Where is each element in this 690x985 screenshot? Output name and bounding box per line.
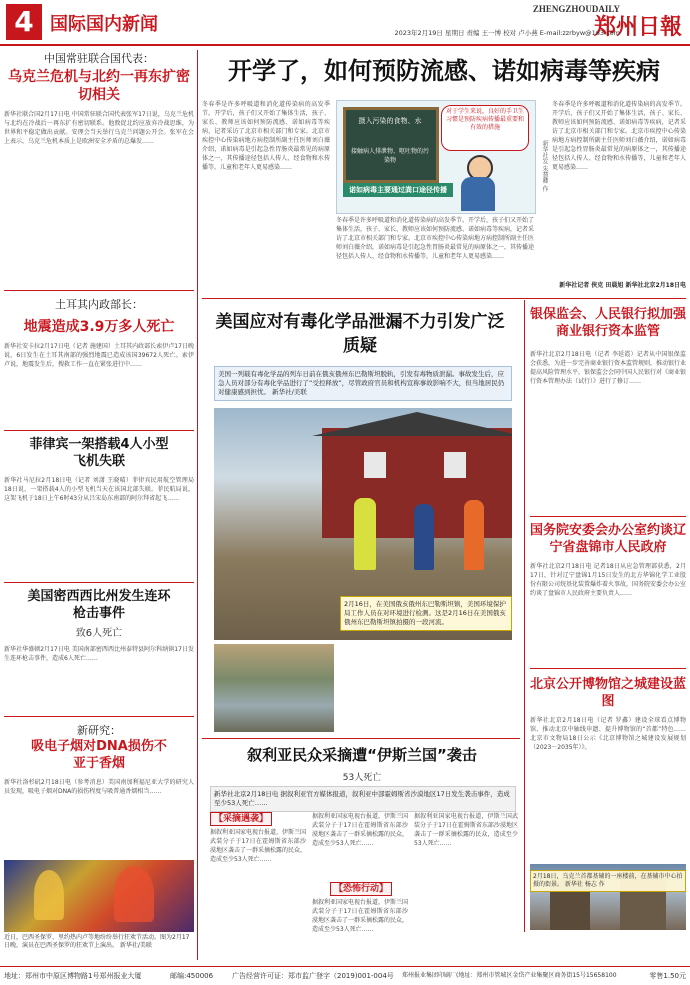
carnival-photo bbox=[4, 860, 194, 932]
kyiv-caption: 2月18日，乌克兰首都基辅的一座楼前，在基辅市中心拍摄的街景。 新华社 杨志 作 bbox=[530, 870, 686, 892]
worker-figure bbox=[414, 504, 434, 570]
house-roof bbox=[312, 412, 512, 436]
story-mississippi-shooting bbox=[4, 588, 194, 699]
bank-body: 新华社北京2月18日电（记者 李延霞）记者从中国银保监会获悉，为进一步完善商业银行资本监管规则，推动银行业提高风险管理水平，银保监会会同中国人民银行对《商业银行资本管理办法（试行）》进行了修订…… bbox=[530, 351, 686, 385]
syria-body-col2b: 据叙利亚国家电视台报道，伊斯兰国武装分子于17日在霍姆斯省东部沙漠地区袭击了一群采摘松露的民众，造成至少53人死亡…… bbox=[312, 899, 408, 933]
divider bbox=[202, 298, 686, 299]
syria-headline: 叙利亚民众采摘遭“伊斯兰国”袭击 bbox=[247, 746, 477, 764]
divider bbox=[4, 290, 194, 291]
story-body: 新华社安卡拉2月17日电（记者 施建国）土耳其内政部长索伊卢17日晚说，6日发生在土耳其南部的强烈地震已造成该国39672人死亡。索伊卢说，地震发生后，搜救工作一直在紧张进行中…… bbox=[4, 343, 194, 368]
story-kicker: 土耳其内政部长： bbox=[55, 298, 143, 311]
lead-byline: 新华社记者 侠克 田晨旭 新华社北京2月18日电 bbox=[559, 282, 686, 289]
section-tag: 【采摘遇袭】 bbox=[210, 812, 272, 826]
story-kicker: 新研究： bbox=[77, 724, 121, 737]
divider bbox=[530, 516, 686, 517]
story-headline: 吸电子烟对DNA损伤不亚于香烟 bbox=[31, 739, 167, 771]
story-kicker: 中国常驻联合国代表： bbox=[44, 52, 154, 65]
story-ecig-dna bbox=[4, 722, 194, 858]
lead-body-col1: 冬春季是许多呼吸道和消化道传染病的高发季节。开学后，孩子们又开始了集体生活，孩子、家长、教师应该如何预防流感、诺如病毒等疾病，记者采访了北京市相关部门和专家。北京市疾控中心传染病地方病控制所副主任医师刘白薇介绍，诺如病毒是引起急性胃肠炎最常见的病原体之一，其传播途径包括人传人、经食物和水传播等，儿童和老年人更易感染…… bbox=[202, 101, 330, 171]
lead-body-col3: 冬春季是许多呼吸道和消化道传染病的高发季节。开学后，孩子们又开始了集体生活，孩子、家长、教师应该如何预防流感、诺如病毒等疾病，记者采访了北京市相关部门和专家。北京市疾控中心传染病地方病控制所副主任医师刘白薇介绍，诺如病毒是引起急性胃肠炎最常见的病原体之一，其传播途径包括人传人、经食物和水传播等，儿童和老年人更易感染…… bbox=[552, 101, 686, 171]
worker-figure bbox=[354, 498, 376, 570]
footer-printer: 郑州报业集团印刷厂(地址：郑州市管城区金岱产业集聚区商务街15号15658100 bbox=[402, 972, 617, 979]
divider bbox=[4, 582, 194, 583]
spill-intro: 美国一列载有毒化学品的列车日前在俄亥俄州东巴勒斯坦脱轨，引发有毒物质泄漏。事故发生后，应急人员对部分有毒化学品进行了“受控释放”，尽管政府官员和机构宣称事故影响不大，但当地居民仍对健康感到担忧。 新华社/美联 bbox=[214, 366, 512, 401]
museum-headline: 北京公开博物馆之城建设蓝图 bbox=[530, 677, 687, 709]
teacher-body bbox=[461, 177, 495, 211]
spill-photo-caption: 2月16日，在美国俄亥俄州东巴勒斯坦镇，美国环境保护局工作人员在对环境进行检测。这是2月16日在美国俄亥俄州东巴勒斯坦镇拍摄的一段河流。 bbox=[340, 596, 512, 631]
speech-bubble: 对于学生来说，良好的手卫生习惯是预防疾病传播最重要和有效的措施 bbox=[441, 105, 529, 151]
syria-body-col3: 据叙利亚国家电视台报道，伊斯兰国武装分子于17日在霍姆斯省东部沙漠地区袭击了一群采摘松露的民众，造成至少53人死亡…… bbox=[414, 813, 518, 847]
carnival-caption: 近日，巴西圣保罗、里约热内卢等地纷纷举行狂欢节活动。图为2月17日晚，演员在巴西圣保罗的狂欢节上演出。 新华社/美联 bbox=[4, 934, 190, 949]
lead-illustration bbox=[336, 100, 536, 214]
footer-address: 地址：郑州市中原区博物路1号郑州报业大厦 bbox=[4, 972, 142, 980]
story-body: 新华社马尼拉2月18日电（记者 刘潇 王晓晴）菲律宾民用航空管理局18日说，一架搭载4人的小型飞机当天在该国北部失联。菲民航局说，这架飞机于18日上午6时43分从吕宋岛东南部的阿尔拜省起飞…… bbox=[4, 477, 194, 502]
masthead-rule bbox=[0, 44, 690, 46]
panjin-body: 新华社北京2月18日电 记者18日从应急管理部获悉，2月17日，针对辽宁盘锦1月15日发生的北方华锦化学工业股份有限公司烷基化装置爆炸着火事故，国务院安委会办公室约谈了盘锦市人民政府主要负责人…… bbox=[530, 563, 686, 597]
page-footer bbox=[0, 966, 690, 985]
syria-subhead: 53人死亡 bbox=[342, 773, 382, 783]
window bbox=[444, 452, 466, 478]
column-divider bbox=[524, 300, 525, 932]
spill-headline: 美国应对有毒化学品泄漏不力引发广泛质疑 bbox=[215, 312, 505, 356]
paper-english-name: ZHENGZHOUDAILY bbox=[532, 4, 620, 14]
worker-figure bbox=[464, 500, 484, 570]
illus-credit: 新华社发 朱慧卿 作 bbox=[541, 140, 548, 192]
story-body: 新华社联合国2月17日电 中国常驻联合国代表张军17日说，乌克兰危机与北约在冷战后一再东扩有密切联系。他敦促北约应放弃冷战思维，为世界和平稳定做出贡献。安理会当天举行乌克兰问题公开会。张军在会上表示，乌克兰危机本质上是欧洲安全矛盾的总爆发…… bbox=[4, 111, 194, 145]
illus-label: 诺如病毒主要通过粪口途径传播 bbox=[343, 183, 453, 197]
syria-body-col2: 据叙利亚国家电视台报道，伊斯兰国武装分子于17日在霍姆斯省东部沙漠地区袭击了一群采摘松露的民众，造成至少53人死亡…… bbox=[312, 813, 408, 847]
museum-body: 新华社北京2月18日电（记者 罗鑫）建设全球看点博物馆、推动北京中轴线申遗、提升博物馆的“首都”特色……北京市文物局18日公示《北京博物馆之城建设发展规划（2023－2035年）》。 bbox=[530, 717, 686, 751]
panjin-headline: 国务院安委会办公室约谈辽宁省盘锦市人民政府 bbox=[530, 523, 687, 555]
story-headline: 菲律宾一架搭载4人小型飞机失联 bbox=[29, 437, 169, 469]
illus-label: 摄入污染的食物、水 bbox=[358, 117, 422, 125]
lead-body-col2: 冬春季是许多呼吸道和消化道传染病的高发季节。开学后，孩子们又开始了集体生活，孩子、家长、教师应该如何预防流感、诺如病毒等疾病，记者采访了北京市相关部门和专家。北京市疾控中心传染病地方病控制所副主任医师刘白薇介绍，诺如病毒是引起急性胃肠炎最常见的病原体之一，其传播途径包括人传人、经食物和水传播等，儿童和老年人更易感染…… bbox=[336, 217, 534, 260]
footer-price: 零售1.50元 bbox=[649, 972, 686, 980]
section-tag: 【恐怖行动】 bbox=[330, 882, 392, 896]
lead-headline: 开学了，如何预防流感、诺如病毒等疾病 bbox=[228, 57, 660, 85]
chalkboard bbox=[343, 107, 439, 183]
divider bbox=[530, 668, 686, 669]
date-line: 2023年2月19日 星期日 责编 王一博 校对 卢小燕 E-mail:zzrbyw@163.com bbox=[394, 29, 620, 37]
divider bbox=[4, 430, 194, 431]
column-divider bbox=[197, 50, 198, 960]
divider bbox=[4, 716, 194, 717]
masthead-right bbox=[382, 4, 682, 44]
river-photo bbox=[214, 644, 334, 732]
story-subhead: 致6人死亡 bbox=[75, 628, 123, 639]
story-body: 新华社洛杉矶2月18日电（参考消息）美国南加利福尼亚大学的研究人员发现，吸电子烟对DNA的损伤程度与吸普通香烟相当…… bbox=[4, 779, 194, 795]
syria-intro: 新华社北京2月18日电 据叙利亚官方媒体报道，叙利亚中部霍姆斯省沙漠地区17日发生袭击事件，造成至少53人死亡…… bbox=[210, 786, 516, 812]
window bbox=[364, 452, 386, 478]
story-headline: 美国密西西比州发生连环枪击事件 bbox=[27, 589, 171, 621]
story-headline: 乌克兰危机与北约一再东扩密切相关 bbox=[8, 69, 190, 103]
story-ukraine-nato bbox=[4, 50, 194, 288]
paper-logo: 郑州日報 bbox=[593, 14, 682, 40]
section-title: 国际国内新闻 bbox=[50, 14, 158, 35]
bank-headline: 银保监会、人民银行拟加强商业银行资本监管 bbox=[530, 307, 687, 339]
divider bbox=[202, 738, 520, 739]
story-philippines-plane bbox=[4, 436, 194, 566]
story-body: 新华社华盛顿2月17日电 美国南部密西西比州泰特县阿尔科纳镇17日发生连环枪击事件，造成6人死亡…… bbox=[4, 646, 194, 662]
page-number: 4 bbox=[6, 4, 42, 40]
syria-body-col1: 据叙利亚国家电视台报道，伊斯兰国武装分子于17日在霍姆斯省东部沙漠地区袭击了一群采摘松露的民众，造成至少53人死亡…… bbox=[210, 829, 306, 863]
left-column bbox=[4, 50, 194, 962]
story-turkey-quake bbox=[4, 296, 194, 442]
story-headline: 地震造成3.9万多人死亡 bbox=[23, 319, 175, 335]
illus-label: 接触病人排泄物、呕吐物的污染物 bbox=[350, 148, 429, 164]
footer-ad-license: 广告经营许可证：郑市监广登字（2019)001-004号 bbox=[232, 972, 394, 980]
footer-postcode: 邮编:450006 bbox=[170, 972, 214, 980]
